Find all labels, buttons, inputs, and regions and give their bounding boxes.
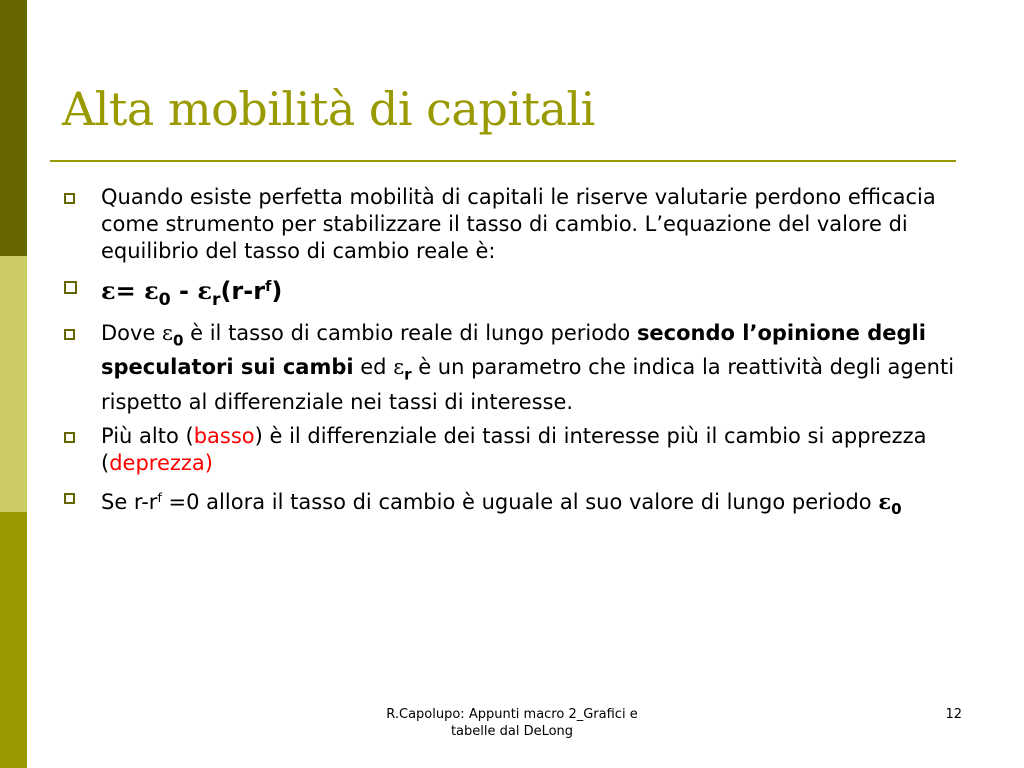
bullet-3-subscript-zero: 0 [172, 331, 184, 350]
bullet-3-bold-text: secondo l’opinione degli speculatori sui cambi [101, 320, 926, 380]
bullet-item-4 [62, 423, 967, 477]
bullet-3-dove: Dove [101, 320, 163, 345]
bullet-4-text-1: Più alto ( [101, 423, 194, 448]
bullet-square-icon [64, 329, 75, 340]
epsilon-symbol: ε [162, 320, 173, 345]
formula-minus: - [170, 276, 198, 305]
side-bar-middle [0, 256, 27, 512]
bullet-5-superscript-f: f [157, 489, 162, 505]
side-bar-top [0, 0, 27, 256]
side-bar-bottom [0, 512, 27, 768]
bullet-square-icon [64, 432, 75, 443]
bullet-square-icon [64, 281, 77, 294]
bullet-item-5 [62, 484, 967, 523]
slide-content [62, 184, 967, 530]
bullet-3-text-1: è il tasso di cambio reale di lungo periodo [183, 320, 637, 345]
bullet-text-1: Quando esiste perfetta mobilità di capitali le riserve valutarie perdono efficacia come strumento per stabilizzare il tasso di cambio. L’equazione del valore di equilibrio del tasso di cambio reale è: [101, 185, 936, 263]
footer-caption: R.Capolupo: Appunti macro 2_Grafici e tabelle dal DeLong [386, 707, 638, 739]
epsilon-symbol: ε [393, 355, 405, 380]
formula-subscript-zero: 0 [158, 289, 171, 310]
bullet-4-text-2: ) è il differenziale dei tassi di interesse più il cambio si apprezza ( [101, 423, 927, 475]
formula-superscript-f: f [265, 279, 272, 295]
bullet-5-subscript-zero: 0 [891, 499, 902, 518]
epsilon-symbol: ε [878, 488, 892, 514]
formula-equals: = [115, 276, 145, 305]
bullet-3-text-2: è un parametro che indica la reattività degli agenti rispetto al differenziale nei tassi di interesse. [101, 355, 955, 414]
title-divider [50, 160, 956, 162]
page-number: 12 [945, 707, 962, 722]
bullet-5-text-2: =0 allora il tasso di cambio è uguale al suo valore di lungo periodo [161, 489, 879, 514]
slide-title: Alta mobilità di capitali [62, 82, 595, 136]
bullet-square-icon [64, 193, 75, 204]
bullet-square-icon [64, 493, 75, 504]
bullet-item-1 [62, 184, 967, 265]
bullet-item-formula [62, 272, 967, 315]
bullet-5-text-1: Se r-r [101, 489, 158, 514]
bullet-4-red-basso: basso [193, 423, 255, 448]
bullet-3-subscript-r: r [404, 365, 412, 384]
formula-paren-close: ) [271, 276, 283, 305]
bullet-3-ed: ed [353, 355, 394, 380]
epsilon-symbol: ε [144, 275, 159, 305]
bullet-item-3 [62, 320, 967, 416]
epsilon-symbol: ε [197, 275, 212, 305]
bullet-4-red-deprezza: deprezza) [109, 450, 213, 475]
epsilon-symbol: ε [101, 275, 116, 305]
formula-paren-open: (r-r [220, 276, 266, 305]
formula-subscript-r: r [211, 289, 221, 310]
